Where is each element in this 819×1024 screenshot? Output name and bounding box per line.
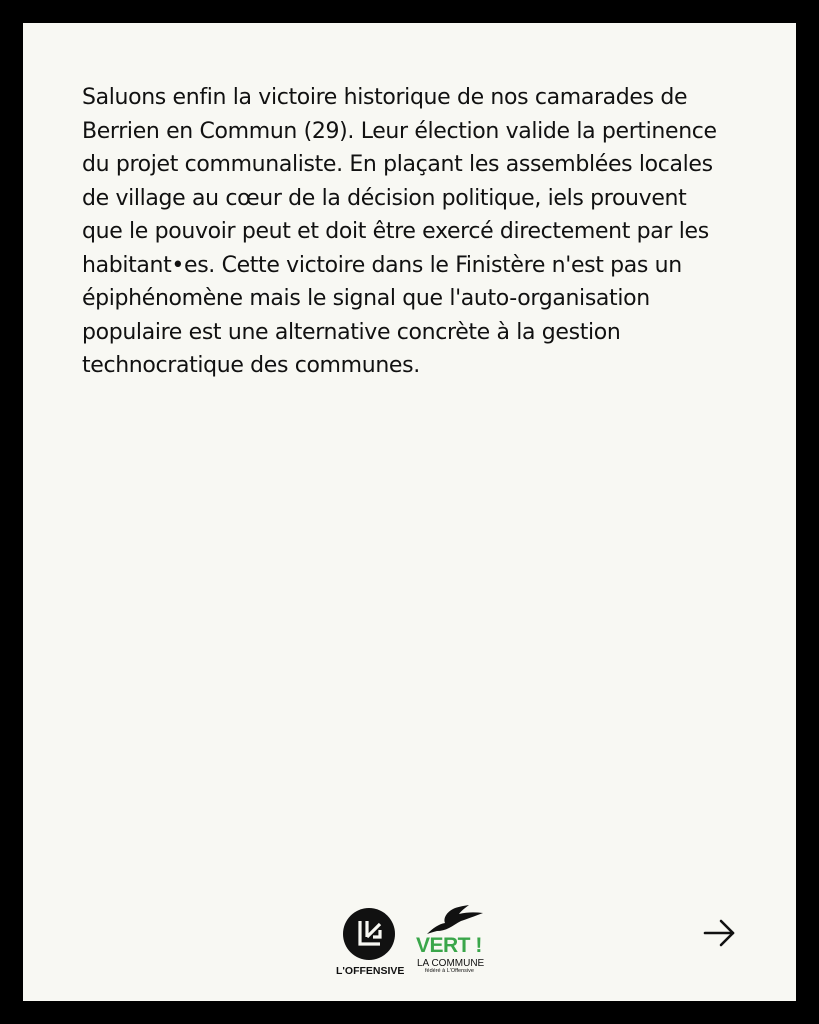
next-slide-button[interactable]	[703, 919, 737, 947]
vert-logo-tagline: fédéré à L'Offensive	[425, 968, 474, 974]
offensive-logo	[336, 907, 404, 979]
offensive-logo-name: L'OFFENSIVE	[336, 965, 405, 977]
arrow-right-icon	[703, 919, 737, 947]
swallow-bird-icon	[423, 904, 485, 938]
slide-body-text: Saluons enfin la victoire historique de nos camarades de Berrien en Commun (29). Leur élection valide la pertinence du projet communaliste. En plaçant les assemblées locales de village au cœur de la décision politique, iels prouvent que le pouvoir peut et doit être exercé directement par les habitant•es. Cette victoire dans le Finistère n'est pas un épiphénomène mais le signal que l'auto-organisation populaire est une alternative concrète à la gestion technocratique des communes.	[82, 85, 717, 378]
l-offensive-logo-icon	[343, 908, 395, 960]
vert-la-commune-logo	[415, 904, 495, 984]
slide-card	[23, 23, 796, 1001]
vert-logo-title: VERT !	[416, 934, 482, 957]
vert-logo-subtitle: LA COMMUNE	[417, 958, 485, 969]
